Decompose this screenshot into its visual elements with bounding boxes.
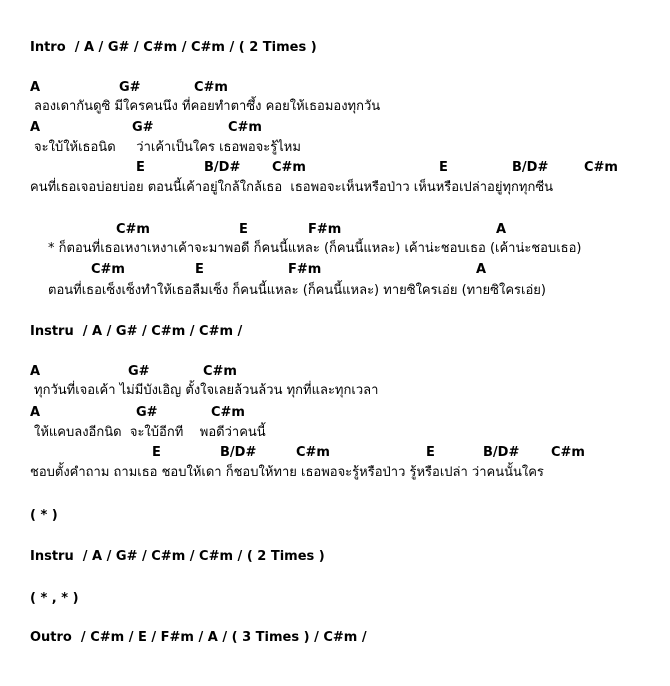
chord: C#m [584, 160, 618, 175]
chord: A [476, 262, 487, 277]
chord: E [426, 445, 435, 460]
chord: G# [132, 120, 154, 135]
chord: A [30, 120, 41, 135]
chord: B/D# [483, 445, 520, 460]
lyric-line: ให้แคบลงอีกนิด จะใบ้อีกที พอดีว่าคนนี้ [34, 425, 266, 440]
chord: B/D# [220, 445, 257, 460]
chord: A [30, 364, 41, 379]
chord: G# [136, 405, 158, 420]
chord: A [30, 405, 41, 420]
chord: C#m [272, 160, 306, 175]
chord: G# [128, 364, 150, 379]
lyric-line: จะใบ้ให้เธอนิด ว่าเค้าเป็นใคร เธอพอจะรู้ไหม [34, 140, 301, 155]
chord: A [496, 222, 507, 237]
repeat-chorus: ( * ) [30, 508, 58, 523]
chord: E [136, 160, 145, 175]
lyric-line: ตอนที่เธอเซ็งเซ็งทำให้เธอลืมเซ็ง ก็คนนี้แหละ (ก็คนนี้แหละ) ทายซิใครเอ่ย (ทายซิใครเอ่ย) [48, 283, 546, 298]
chord: E [239, 222, 248, 237]
chord: E [195, 262, 204, 277]
intro-line: Intro / A / G# / C#m / C#m / ( 2 Times ) [30, 40, 317, 55]
lyric-line: * ก็ตอนที่เธอเหงาเหงาเค้าจะมาพอดี ก็คนนี้แหละ (ก็คนนี้แหละ) เค้าน่ะชอบเธอ (เค้าน่ะชอบเธอ) [48, 241, 582, 256]
lyric-line: คนที่เธอเจอบ่อยบ่อย ตอนนี้เค้าอยู่ใกล้ใกล้เธอ เธอพอจะเห็นหรือป่าว เห็นหรือเปล่าอยู่ทุกทุกซีน [30, 180, 554, 195]
chord: C#m [116, 222, 150, 237]
chord: C#m [228, 120, 262, 135]
chord: F#m [308, 222, 342, 237]
chord: E [152, 445, 161, 460]
lyric-line: ทุกวันที่เจอเค้า ไม่มีบังเอิญ ตั้งใจเลยล้วนล้วน ทุกที่และทุกเวลา [34, 383, 379, 398]
chord: E [439, 160, 448, 175]
repeat-chorus-twice: ( * , * ) [30, 591, 79, 606]
chord: B/D# [512, 160, 549, 175]
chord: C#m [194, 80, 228, 95]
chord: A [30, 80, 41, 95]
chord: C#m [551, 445, 585, 460]
outro-line: Outro / C#m / E / F#m / A / ( 3 Times ) / C#m / [30, 630, 367, 645]
chord: C#m [91, 262, 125, 277]
chord: B/D# [204, 160, 241, 175]
instru-line: Instru / A / G# / C#m / C#m / [30, 324, 243, 339]
lyric-line: ชอบตั้งคำถาม ถามเธอ ชอบให้เดา ก็ชอบให้ทาย เธอพอจะรู้หรือป่าว รู้หรือเปล่า ว่าคนนั้นใคร [30, 465, 544, 480]
chord: G# [119, 80, 141, 95]
chord: F#m [288, 262, 322, 277]
chord: C#m [203, 364, 237, 379]
chord: C#m [211, 405, 245, 420]
lyric-line: ลองเดากันดูซิ มีใครคนนึง ที่คอยทำตาซึ้ง คอยให้เธอมองทุกวัน [34, 99, 381, 114]
instru-line: Instru / A / G# / C#m / C#m / ( 2 Times ) [30, 549, 325, 564]
chord: C#m [296, 445, 330, 460]
